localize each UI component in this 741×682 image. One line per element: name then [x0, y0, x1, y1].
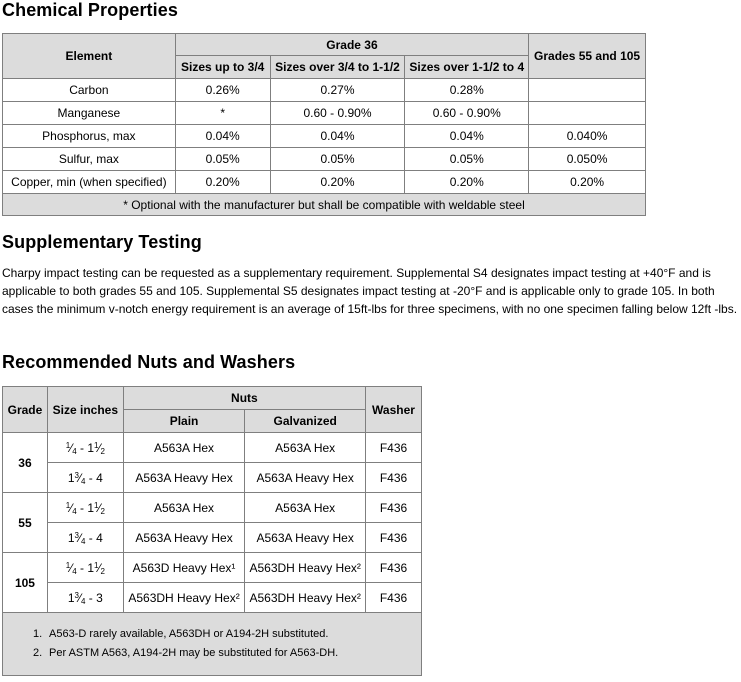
value-cell: 0.04%: [405, 125, 529, 148]
chemical-properties-title: Chemical Properties: [2, 0, 178, 20]
supplementary-paragraph: Charpy impact testing can be requested as a supplementary requirement. Supplemental S4 designates impact testing at +40°F and is applicable to both grades 55 and 105. Supplemental S5 designates impact testing at -20°F and is applicable only to grade 105. In both cases the minimum v-notch energy requirement is an average of 15ft-lbs for three specimens, with no one specimen falling below 12ft -lbs.: [2, 266, 738, 316]
footnote-2: 2. Per ASTM A563, A194-2H may be substituted for A563-DH.: [33, 647, 339, 659]
table-row: [3, 148, 646, 171]
value-cell: 0.26%: [175, 79, 270, 102]
header-nuts: Nuts: [123, 387, 365, 410]
value-cell: 0.60 - 0.90%: [270, 102, 405, 125]
value-cell: 0.040%: [529, 125, 646, 148]
galvanized-cell: A563A Hex: [245, 433, 366, 463]
galvanized-cell: A563DH Heavy Hex²: [245, 583, 366, 613]
plain-cell: A563A Heavy Hex: [123, 523, 245, 553]
element-cell: Phosphorus, max: [3, 125, 176, 148]
size-cell: $1^3⁄_4 - 4$: [47, 523, 123, 553]
plain-cell: A563DH Heavy Hex²: [123, 583, 245, 613]
chemical-footnote: * Optional with the manufacturer but shall be compatible with weldable steel: [3, 194, 646, 216]
grade-cell: 36: [3, 433, 48, 493]
header-galvanized: Galvanized: [245, 410, 366, 433]
washer-cell: F436: [366, 583, 422, 613]
value-cell: *: [175, 102, 270, 125]
size-cell: $^1⁄_4$ - $1^1⁄_2$: [47, 433, 123, 463]
washer-cell: F436: [366, 493, 422, 523]
nuts-washers-title: Recommended Nuts and Washers: [2, 352, 296, 372]
value-cell: 0.20%: [405, 171, 529, 194]
value-cell: 0.20%: [529, 171, 646, 194]
value-cell: 0.050%: [529, 148, 646, 171]
footnote-1: 1. A563-D rarely available, A563DH or A194-2H substituted.: [33, 628, 329, 640]
table-row: [3, 125, 646, 148]
size-cell: $^1⁄_4$ - $1^1⁄_2$: [47, 493, 123, 523]
table-row: [3, 79, 646, 102]
plain-cell: A563A Heavy Hex: [123, 463, 245, 493]
grade-cell: 105: [3, 553, 48, 613]
plain-cell: A563D Heavy Hex¹: [123, 553, 245, 583]
value-cell: 0.04%: [270, 125, 405, 148]
table-row: [3, 583, 422, 613]
galvanized-cell: A563A Hex: [245, 493, 366, 523]
header-size-inches: Size inches: [47, 387, 123, 433]
nuts-footnotes: [3, 613, 422, 676]
washer-cell: F436: [366, 553, 422, 583]
value-cell: 0.28%: [405, 79, 529, 102]
galvanized-cell: A563A Heavy Hex: [245, 523, 366, 553]
size-cell: $1^3⁄_4 - 3$: [47, 583, 123, 613]
size-cell: $1^3⁄_4 - 4$: [47, 463, 123, 493]
table-row: [3, 433, 422, 463]
galvanized-cell: A563DH Heavy Hex²: [245, 553, 366, 583]
plain-cell: A563A Hex: [123, 493, 245, 523]
supplementary-testing-title: Supplementary Testing: [2, 232, 202, 252]
header-plain: Plain: [123, 410, 245, 433]
header-element: Element: [3, 34, 176, 79]
nuts-washers-table: [2, 386, 422, 676]
value-cell: [529, 102, 646, 125]
element-cell: Manganese: [3, 102, 176, 125]
value-cell: 0.05%: [405, 148, 529, 171]
element-cell: Carbon: [3, 79, 176, 102]
table-row: [3, 102, 646, 125]
element-cell: Copper, min (when specified): [3, 171, 176, 194]
chemical-properties-table: [2, 33, 646, 216]
value-cell: 0.05%: [175, 148, 270, 171]
element-cell: Sulfur, max: [3, 148, 176, 171]
value-cell: 0.20%: [270, 171, 405, 194]
table-row: [3, 463, 422, 493]
header-sizes-1-1-2-to-4: Sizes over 1-1/2 to 4: [405, 56, 529, 79]
grade-cell: 55: [3, 493, 48, 553]
table-row: [3, 553, 422, 583]
value-cell: 0.20%: [175, 171, 270, 194]
header-grade-36: Grade 36: [175, 34, 528, 56]
value-cell: 0.05%: [270, 148, 405, 171]
table-row: [3, 171, 646, 194]
value-cell: 0.04%: [175, 125, 270, 148]
table-row: [3, 523, 422, 553]
value-cell: [529, 79, 646, 102]
washer-cell: F436: [366, 523, 422, 553]
washer-cell: F436: [366, 433, 422, 463]
plain-cell: A563A Hex: [123, 433, 245, 463]
table-row: [3, 493, 422, 523]
header-grade: Grade: [3, 387, 48, 433]
header-sizes-up-to-3-4: Sizes up to 3/4: [175, 56, 270, 79]
value-cell: 0.60 - 0.90%: [405, 102, 529, 125]
header-sizes-3-4-to-1-1-2: Sizes over 3/4 to 1-1/2: [270, 56, 405, 79]
washer-cell: F436: [366, 463, 422, 493]
header-grades-55-105: Grades 55 and 105: [529, 34, 646, 79]
galvanized-cell: A563A Heavy Hex: [245, 463, 366, 493]
value-cell: 0.27%: [270, 79, 405, 102]
size-cell: $^1⁄_4$ - $1^1⁄_2$: [47, 553, 123, 583]
header-washer: Washer: [366, 387, 422, 433]
